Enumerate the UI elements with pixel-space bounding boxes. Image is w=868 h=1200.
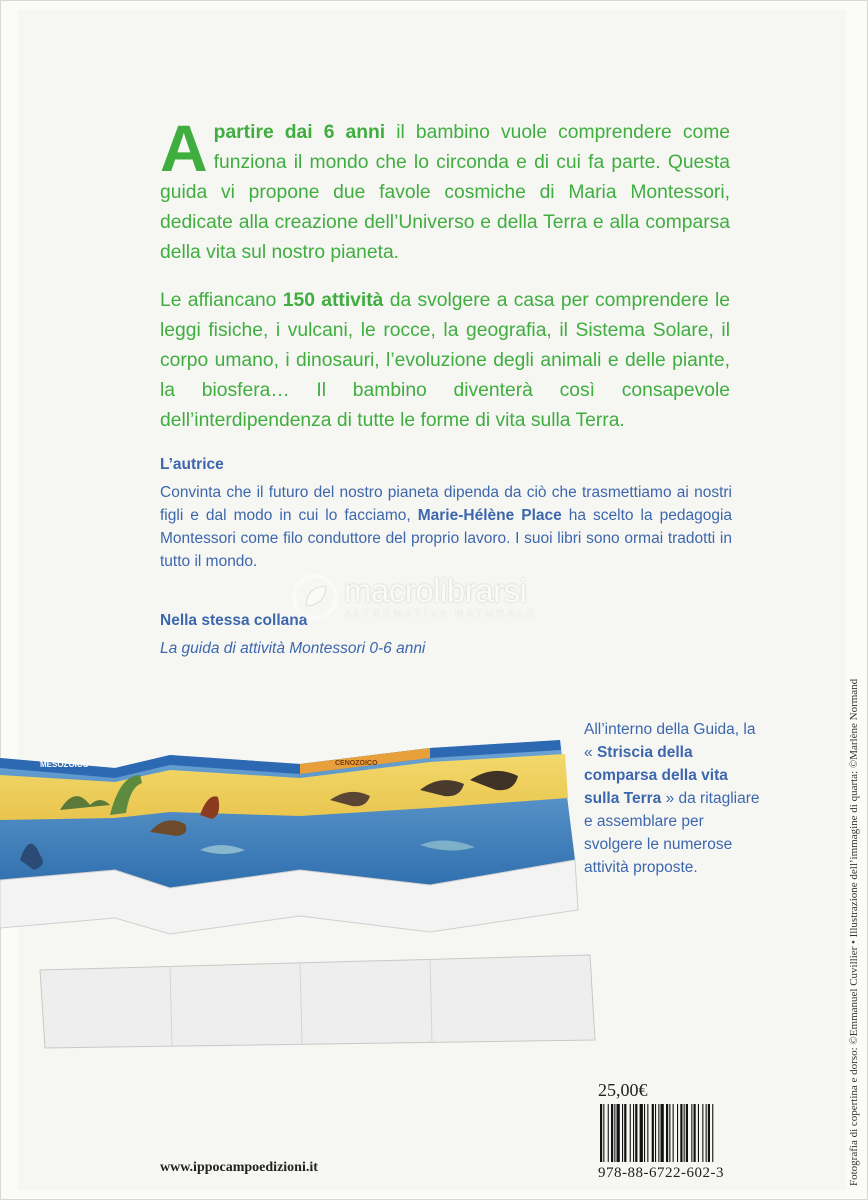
barcode-bar [677, 1104, 678, 1162]
barcode-bar [600, 1104, 602, 1162]
intro-lead: partire dai 6 anni [213, 122, 386, 143]
era-label-cenozoic: CENOZOICO [335, 760, 378, 767]
series-heading: Nella stessa collana [160, 612, 308, 629]
barcode-bar [702, 1104, 703, 1162]
dropcap: A [160, 111, 208, 185]
watermark-sub: ALTERNATIVA NATURALE [344, 608, 538, 620]
barcode-bar [686, 1104, 688, 1162]
barcode-bar [630, 1104, 631, 1162]
author-heading: L’autrice [160, 456, 224, 473]
barcode-bar [708, 1104, 710, 1162]
barcode-bar [611, 1104, 613, 1162]
barcode-bar [614, 1104, 615, 1162]
strip-description-title: Striscia della comparsa della vita sulla Terra [584, 744, 728, 807]
leaf-logo-icon [290, 572, 340, 622]
author-bio [160, 481, 732, 573]
watermark [290, 572, 537, 622]
isbn: 978-88-6722-602-3 [598, 1165, 724, 1181]
barcode-bar [684, 1104, 685, 1162]
activities-pre: Le affiancano [160, 290, 283, 311]
strip-description [584, 718, 764, 879]
barcode-bar [661, 1104, 664, 1162]
barcode-bar [658, 1104, 659, 1162]
series-title: La guida di attività Montessori 0-6 anni [160, 640, 426, 657]
barcode-bar [680, 1104, 682, 1162]
barcode-bar [603, 1104, 604, 1162]
activities-paragraph [160, 286, 730, 436]
activities-post: da svolgere a casa per comprendere le leggi fisiche, i vulcani, le rocce, la geografia, il Sistema Solare, il corpo umano, i dinosauri, l’evoluzione degli animali e delle piante, la biosfera… Il bambino diventerà così consapevole dell’interdipendenza di tutte le forme di vita sulla Terra. [160, 290, 730, 431]
barcode [598, 1104, 810, 1162]
era-label-mesozoic: MESOZOICO [40, 760, 89, 769]
barcode-bar [608, 1104, 609, 1162]
intro-text: il bambino vuole comprendere come funziona il mondo che lo circonda e di cui fa parte. Questa guida vi propone due favole cosmiche di Maria Montessori, dedicate alla creazione dell’Universo e della Terra e alla comparsa della vita sul nostro pianeta. [160, 122, 730, 263]
barcode-bar [640, 1104, 643, 1162]
barcode-bar [706, 1104, 707, 1162]
author-name: Marie-Hélène Place [417, 507, 562, 524]
intro-paragraph [160, 111, 730, 268]
barcode-bar [673, 1104, 674, 1162]
publisher-website: www.ippocampoedizioni.it [160, 1160, 318, 1175]
photo-credits: Fotografia di copertina e dorso: ©Emmanuel Cuvillier • Illustrazione dell’immagine di quarta: ©Marlène Normand [848, 678, 860, 1186]
barcode-bar [652, 1104, 654, 1162]
activities-count: 150 attività [282, 290, 384, 311]
author-bio-pre: Convinta che il futuro del nostro pianeta dipenda da ciò che trasmettiamo ai nostri figli e dal modo in cui lo facciamo, [160, 484, 732, 524]
barcode-bar [669, 1104, 670, 1162]
author-bio-post: ha scelto la pedagogia Montessori come filo conduttore del proprio lavoro. I suoi libri sono ormai tradotti in tutto il mondo. [160, 507, 733, 570]
barcode-bar [633, 1104, 634, 1162]
barcode-bar [644, 1104, 645, 1162]
barcode-bar [617, 1104, 620, 1162]
watermark-main: macrolibrarsi [344, 572, 527, 609]
timeline-strip-illustration [0, 720, 600, 1050]
barcode-bar [622, 1104, 623, 1162]
barcode-bar [698, 1104, 699, 1162]
price: 25,00€ [598, 1080, 648, 1100]
barcode-bar [694, 1104, 696, 1162]
barcode-bar [712, 1104, 713, 1162]
barcode-bar [635, 1104, 637, 1162]
barcode-bar [624, 1104, 626, 1162]
strip-description-post: » da ritagliare e assemblare per svolgere le numerose attività proposte. [584, 790, 760, 876]
barcode-bar [655, 1104, 656, 1162]
barcode-bar [666, 1104, 668, 1162]
barcode-bar [647, 1104, 648, 1162]
strip-description-pre: All’interno della Guida, la « [584, 721, 756, 761]
barcode-bar [691, 1104, 692, 1162]
